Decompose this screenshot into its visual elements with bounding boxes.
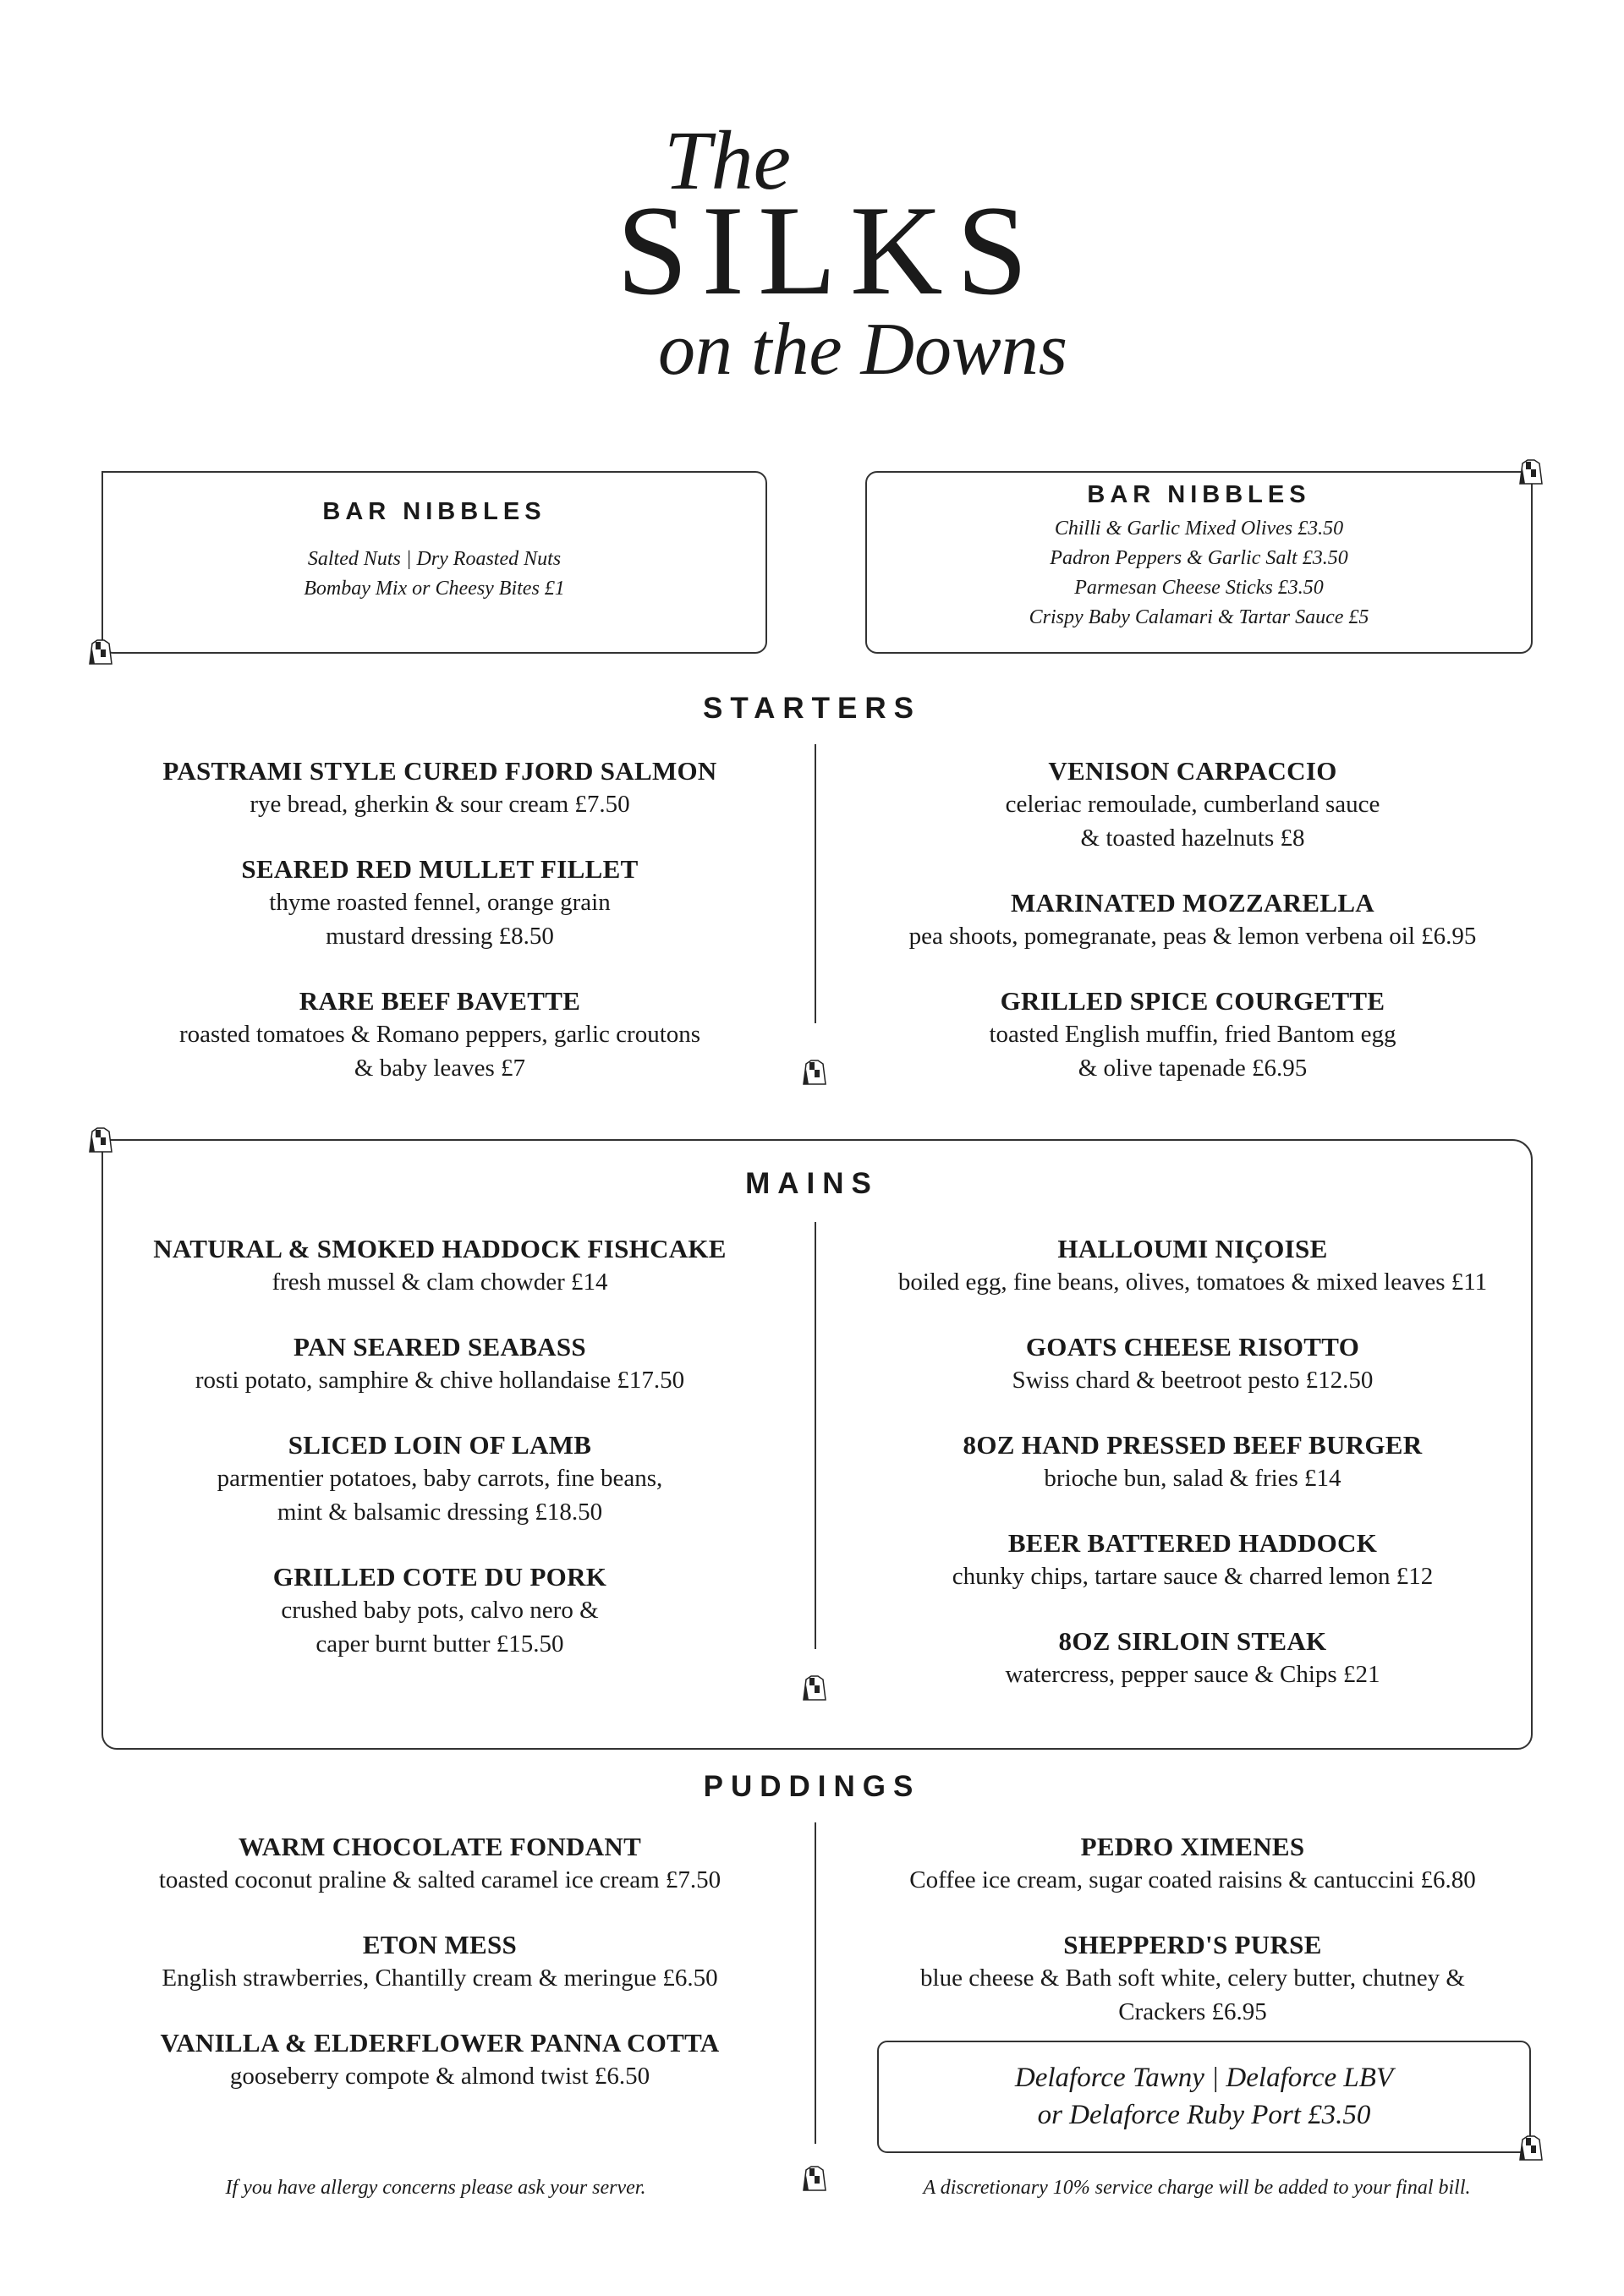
starters-heading: STARTERS: [702, 692, 922, 725]
menu-item: [820, 1625, 1565, 1691]
menu-item: [68, 1561, 812, 1661]
menu-item: [68, 1831, 812, 1897]
dish-desc: crushed baby pots, calvo nero &: [281, 1597, 599, 1624]
puddings-right-column: [820, 1831, 1565, 2061]
service-charge-note: A discretionary 10% service charge will be added to your final bill.: [923, 2177, 1471, 2199]
mains-right-column: [820, 1233, 1565, 1723]
dish-name: WARM CHOCOLATE FONDANT: [238, 1832, 642, 1861]
menu-item: [68, 755, 812, 821]
dish-name: RARE BEEF BAVETTE: [299, 986, 581, 1016]
bar-nibbles-left-title: BAR NIBBLES: [322, 498, 546, 525]
menu-item: [820, 1331, 1565, 1397]
dish-name: SEARED RED MULLET FILLET: [241, 854, 639, 884]
dish-name: VANILLA & ELDERFLOWER PANNA COTTA: [160, 2028, 720, 2058]
dish-name: PASTRAMI STYLE CURED FJORD SALMON: [162, 756, 717, 786]
bar-nibbles-right-line: Crispy Baby Calamari & Tartar Sauce £5: [1029, 606, 1369, 628]
dish-desc: rye bread, gherkin & sour cream £7.50: [250, 791, 630, 818]
logo-subtitle: on the Downs: [658, 309, 1067, 391]
bar-nibbles-left-line: Bombay Mix or Cheesy Bites £1: [304, 578, 565, 600]
menu-item: [820, 1831, 1565, 1897]
dish-name: HALLOUMI NIÇOISE: [1057, 1234, 1328, 1263]
dish-desc: pea shoots, pomegranate, peas & lemon verbena oil £6.95: [908, 923, 1477, 950]
bar-nibbles-right-line: Padron Peppers & Garlic Salt £3.50: [1050, 547, 1348, 569]
jockey-silks-icon: [801, 2163, 828, 2192]
dish-desc: & toasted hazelnuts £8: [1080, 825, 1305, 852]
dish-desc: & olive tapenade £6.95: [1078, 1055, 1308, 1082]
dish-name: GRILLED SPICE COURGETTE: [1000, 986, 1385, 1016]
dish-desc: toasted English muffin, fried Bantom egg: [989, 1021, 1396, 1048]
jockey-silks-icon: [1517, 2133, 1544, 2162]
port-box: [877, 2041, 1531, 2153]
dish-name: GRILLED COTE DU PORK: [272, 1562, 607, 1592]
menu-item: [68, 853, 812, 953]
dish-desc: Swiss chard & beetroot pesto £12.50: [1012, 1367, 1374, 1394]
dish-name: ETON MESS: [362, 1930, 518, 1959]
dish-desc: boiled egg, fine beans, olives, tomatoes & mixed leaves £11: [897, 1269, 1488, 1296]
dish-desc: celeriac remoulade, cumberland sauce: [1005, 791, 1380, 818]
puddings-divider: [815, 1822, 816, 2144]
jockey-silks-icon: [801, 1673, 828, 1701]
dish-desc: rosti potato, samphire & chive hollandaise £17.50: [195, 1367, 685, 1394]
menu-item: [820, 887, 1565, 953]
dish-desc: English strawberries, Chantilly cream & meringue £6.50: [162, 1964, 718, 1992]
starters-left-column: [68, 755, 812, 1117]
dish-desc: roasted tomatoes & Romano peppers, garlic croutons: [178, 1021, 701, 1048]
dish-name: BEER BATTERED HADDOCK: [1007, 1528, 1378, 1558]
dish-name: VENISON CARPACCIO: [1048, 756, 1337, 786]
dish-desc: caper burnt butter £15.50: [315, 1630, 564, 1658]
dish-desc: watercress, pepper sauce & Chips £21: [1005, 1661, 1380, 1688]
puddings-heading: PUDDINGS: [703, 1770, 921, 1803]
dish-name: SLICED LOIN OF LAMB: [288, 1430, 592, 1460]
menu-item: [68, 985, 812, 1085]
menu-item: [820, 1929, 1565, 2029]
dish-desc: blue cheese & Bath soft white, celery butter, chutney &: [920, 1964, 1465, 1992]
dish-name: PEDRO XIMENES: [1080, 1832, 1305, 1861]
bar-nibbles-left-line: Salted Nuts | Dry Roasted Nuts: [307, 548, 562, 570]
jockey-silks-icon: [1517, 457, 1544, 485]
dish-desc: Coffee ice cream, sugar coated raisins & cantuccini £6.80: [909, 1866, 1476, 1893]
jockey-silks-icon: [801, 1057, 828, 1086]
dish-desc: & baby leaves £7: [354, 1055, 526, 1082]
dish-desc: gooseberry compote & almond twist £6.50: [229, 2063, 650, 2090]
menu-item: [820, 1233, 1565, 1299]
port-line: or Delaforce Ruby Port £3.50: [1037, 2100, 1371, 2130]
logo-silks: SILKS: [616, 179, 1042, 321]
port-line: Delaforce Tawny | Delaforce LBV: [1014, 2063, 1394, 2093]
dish-desc: thyme roasted fennel, orange grain: [269, 889, 611, 916]
dish-name: SHEPPERD'S PURSE: [1063, 1930, 1322, 1959]
starters-right-column: [820, 755, 1565, 1117]
dish-name: NATURAL & SMOKED HADDOCK FISHCAKE: [153, 1234, 727, 1263]
dish-desc: fresh mussel & clam chowder £14: [272, 1269, 608, 1296]
dish-name: 8OZ SIRLOIN STEAK: [1058, 1626, 1327, 1656]
dish-desc: mustard dressing £8.50: [326, 923, 554, 950]
jockey-silks-icon: [87, 1125, 114, 1153]
menu-item: [68, 2027, 812, 2093]
menu-item: [820, 755, 1565, 855]
menu-item: [820, 985, 1565, 1085]
mains-heading: MAINS: [745, 1167, 879, 1200]
dish-name: 8OZ HAND PRESSED BEEF BURGER: [963, 1430, 1423, 1460]
jockey-silks-icon: [87, 637, 114, 666]
mains-left-column: [68, 1233, 812, 1693]
menu-item: [68, 1233, 812, 1299]
menu-item: [820, 1429, 1565, 1495]
bar-nibbles-right-title: BAR NIBBLES: [1087, 481, 1311, 508]
starters-divider: [815, 744, 816, 1023]
dish-desc: chunky chips, tartare sauce & charred lemon £12: [952, 1563, 1434, 1590]
menu-item: [820, 1527, 1565, 1593]
bar-nibbles-right-line: Parmesan Cheese Sticks £3.50: [1074, 577, 1324, 599]
dish-name: MARINATED MOZZARELLA: [1011, 888, 1374, 918]
bar-nibbles-left-box: [102, 471, 767, 654]
logo-the: The: [664, 113, 791, 207]
dish-name: GOATS CHEESE RISOTTO: [1025, 1332, 1360, 1362]
puddings-left-column: [68, 1831, 812, 2125]
allergy-note: If you have allergy concerns please ask your server.: [225, 2177, 646, 2199]
bar-nibbles-right-line: Chilli & Garlic Mixed Olives £3.50: [1054, 518, 1344, 540]
menu-item: [68, 1429, 812, 1529]
dish-desc: toasted coconut praline & salted caramel ice cream £7.50: [158, 1866, 721, 1893]
menu-item: [68, 1331, 812, 1397]
dish-desc: Crackers £6.95: [1118, 1998, 1267, 2025]
dish-desc: mint & balsamic dressing £18.50: [277, 1499, 603, 1526]
dish-desc: brioche bun, salad & fries £14: [1044, 1465, 1341, 1492]
mains-divider: [815, 1222, 816, 1649]
dish-name: PAN SEARED SEABASS: [294, 1332, 586, 1362]
menu-item: [68, 1929, 812, 1995]
dish-desc: parmentier potatoes, baby carrots, fine beans,: [217, 1465, 663, 1492]
bar-nibbles-right-box: [865, 471, 1533, 654]
